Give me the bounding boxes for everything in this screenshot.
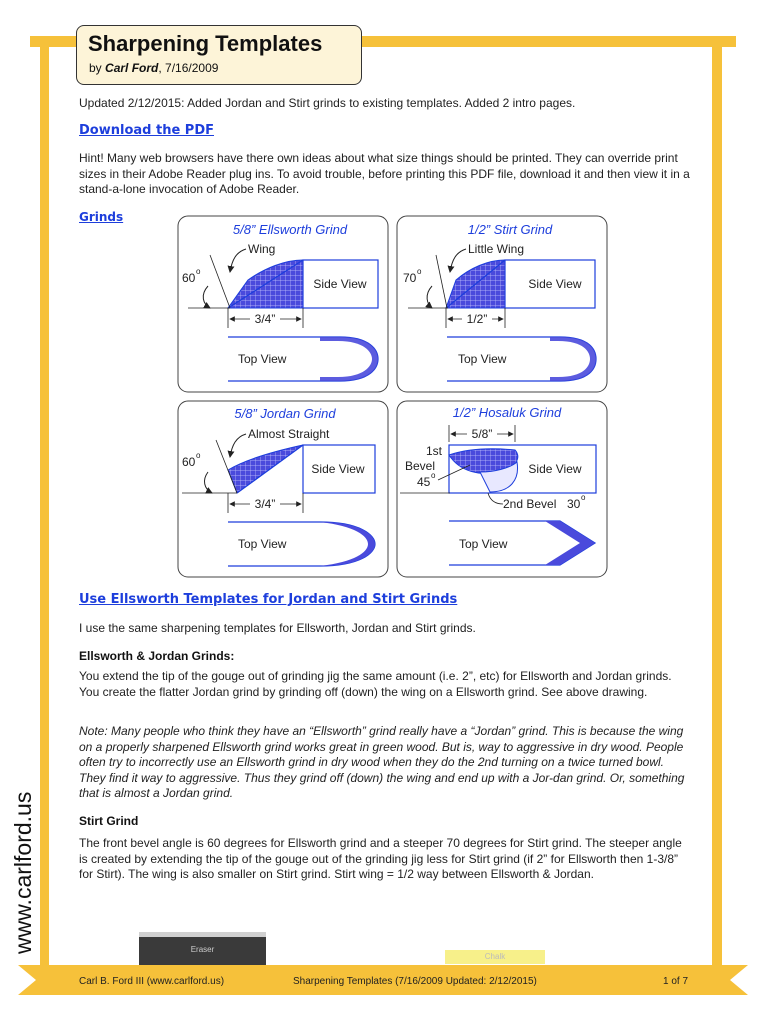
jordan-wing-label: Almost Straight [248, 427, 330, 441]
stirt-grind-heading: Stirt Grind [79, 814, 139, 828]
ellsworth-jordan-heading: Ellsworth & Jordan Grinds: [79, 649, 235, 663]
grind-diagrams [170, 210, 615, 582]
hosaluk-first-angle: 45 [417, 475, 431, 489]
hosaluk-first-bevel-1: 1st [426, 444, 443, 458]
updated-note: Updated 2/12/2015: Added Jordan and Stirt grinds to existing templates. Added 2 intro pages. [79, 96, 576, 110]
eraser-graphic: Eraser [139, 932, 266, 965]
ellsworth-jordan-text: You extend the tip of the gouge out of grinding jig the same amount (i.e. 2”, etc) for Ellsworth and Jordan grinds. You create the flatter Jordan grind by grinding off (down) the wing on a Ellsworth grind. See above drawing. [79, 669, 672, 699]
hosaluk-side-view: Side View [528, 462, 582, 476]
hosaluk-second-bevel: 2nd Bevel [503, 497, 557, 511]
svg-text:o: o [581, 493, 586, 502]
ellsworth-length: 3/4” [254, 312, 276, 326]
stirt-diagram [397, 216, 607, 392]
section-link-ellsworth-templates[interactable]: Use Ellsworth Templates for Jordan and Stirt Grinds [79, 592, 458, 607]
hint-paragraph: Hint! Many web browsers have there own ideas about what size things should be printed. They can override print sizes in their Adobe Reader plug ins. To avoid trouble, before printing this PDF file, download it and then view it in a stand-a-lone invocation of Adobe Reader. [79, 151, 690, 196]
byline [89, 61, 218, 75]
author-name: Carl Ford [105, 61, 159, 75]
hosaluk-top-view: Top View [459, 537, 508, 551]
stirt-grind-text: The front bevel angle is 60 degrees for Ellsworth grind and a steeper 70 degrees for Stirt grind. The steeper angle is created by extending the tip of the gouge out of the grinding jig less for Stirt grind (if 2” for Ellsworth then 1-3/8” for Stirt). The wing is also smaller on Stirt grind. Stirt wing = 1/2 way between Ellsworth & Jordan. [79, 836, 682, 881]
page-title: Sharpening Templates [88, 31, 323, 56]
jordan-top-view: Top View [238, 537, 287, 551]
download-pdf-link[interactable]: Download the PDF [79, 123, 214, 138]
chalk-graphic: Chalk [445, 950, 545, 964]
ellsworth-top-view: Top View [238, 352, 287, 366]
footer-page-number: 1 of 7 [663, 976, 689, 987]
jordan-diagram [178, 401, 388, 577]
ellsworth-side-view: Side View [313, 277, 367, 291]
hosaluk-diagram [397, 401, 607, 577]
stirt-title: 1/2” Stirt Grind [467, 222, 553, 237]
hosaluk-length: 5/8” [471, 427, 493, 441]
svg-text:o: o [431, 471, 436, 480]
svg-text:o: o [196, 451, 201, 460]
stirt-angle: 70 [403, 271, 417, 285]
ellsworth-angle: 60 [182, 271, 196, 285]
author-date: , 7/16/2009 [158, 61, 219, 75]
jordan-length: 3/4” [254, 497, 276, 511]
footer-author: Carl B. Ford III (www.carlford.us) [79, 976, 225, 987]
jordan-title: 5/8” Jordan Grind [234, 406, 336, 421]
stirt-side-view: Side View [528, 277, 582, 291]
grinds-link[interactable]: Grinds [79, 210, 124, 224]
jordan-side-view: Side View [311, 462, 365, 476]
hosaluk-second-angle: 30 [567, 497, 581, 511]
hosaluk-title: 1/2” Hosaluk Grind [452, 405, 562, 420]
jordan-angle: 60 [182, 455, 196, 469]
side-website-url: www.carlford.us [10, 791, 36, 954]
svg-text:o: o [196, 267, 201, 276]
svg-text:o: o [417, 267, 422, 276]
stirt-wing-label: Little Wing [468, 242, 525, 256]
frame-right-bar [712, 47, 722, 974]
ellsworth-wing-label: Wing [248, 242, 276, 256]
footer-document: Sharpening Templates (7/16/2009 Updated: 2/12/2015) [293, 976, 537, 987]
ellsworth-jordan-note: Note: Many people who think they have an “Ellsworth” grind really have a “Jordan” grind. This is because the wing on a properly sharpened Ellsworth grind works great in green wood. But is, way to aggressive in dry wood. People often try to incorrectly use an Ellsworth grind in dry wood when they do the 2nd turning on a twice turned bowl. They find it way to aggressive. Thus they grind off (down) the wing and end up with a Jor-dan grind. Or, something that is almost a Jordan grind. [79, 724, 685, 800]
stirt-top-view: Top View [458, 352, 507, 366]
hosaluk-first-bevel-2: Bevel [405, 459, 436, 473]
byline-prefix: by [89, 61, 102, 75]
ellsworth-title: 5/8” Ellsworth Grind [232, 222, 348, 237]
ellsworth-diagram [178, 216, 388, 392]
same-templates-text: I use the same sharpening templates for Ellsworth, Jordan and Stirt grinds. [79, 621, 476, 635]
frame-left-bar [40, 47, 49, 974]
stirt-length: 1/2” [466, 312, 488, 326]
